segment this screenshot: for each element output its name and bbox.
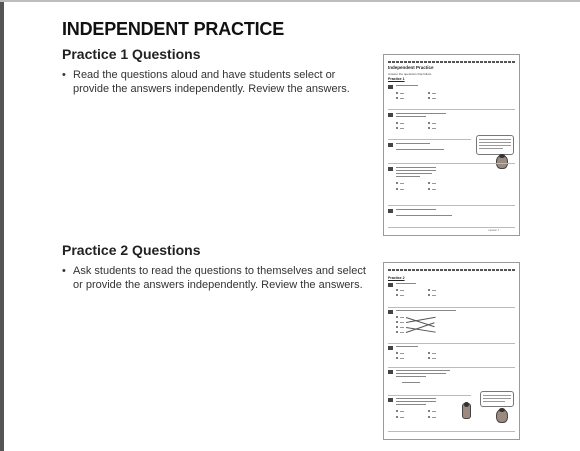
worksheet-instructions: Answer the questions that follow. bbox=[388, 72, 432, 76]
practice-2-title: Practice 2 Questions bbox=[62, 242, 201, 258]
practice-2-worksheet-thumbnail bbox=[383, 262, 520, 440]
worksheet-title: Independent Practice bbox=[388, 65, 434, 70]
worksheet-practice-label: Practice 2 bbox=[388, 276, 405, 280]
bottle-illustration bbox=[462, 403, 471, 419]
worksheet-question bbox=[388, 370, 513, 392]
worksheet-question bbox=[388, 85, 513, 105]
practice-1-bullet bbox=[62, 68, 367, 96]
practice-1-bullet-text: Read the questions aloud and have students select or provide the answers independently. Review the answers. bbox=[73, 69, 350, 95]
worksheet-question bbox=[388, 167, 513, 197]
worksheet-question bbox=[388, 143, 513, 159]
worksheet-matching-question bbox=[388, 310, 513, 338]
bullet-dot: • bbox=[62, 265, 66, 277]
student-avatar bbox=[496, 409, 508, 423]
page-heading: INDEPENDENT PRACTICE bbox=[62, 19, 285, 39]
worksheet-question bbox=[388, 113, 513, 133]
worksheet-header-bar bbox=[388, 61, 515, 63]
practice-2-bullet bbox=[62, 264, 367, 292]
worksheet-question bbox=[388, 209, 513, 223]
practice-1-title: Practice 1 Questions bbox=[62, 46, 201, 62]
bullet-dot: • bbox=[62, 69, 66, 81]
practice-2-bullet-text: Ask students to read the questions to themselves and select or provide the answers independently. Review the answers. bbox=[73, 265, 366, 291]
worksheet-practice-label: Practice 1 bbox=[388, 77, 405, 81]
practice-1-worksheet-thumbnail bbox=[383, 54, 520, 236]
worksheet-header-bar bbox=[388, 269, 515, 271]
left-edge-border bbox=[0, 0, 4, 451]
worksheet-footer-lesson: Lesson 7 bbox=[488, 229, 499, 232]
worksheet-question bbox=[388, 346, 513, 366]
worksheet-question bbox=[388, 283, 513, 303]
top-edge-border bbox=[0, 0, 580, 2]
speech-bubble bbox=[480, 391, 514, 407]
